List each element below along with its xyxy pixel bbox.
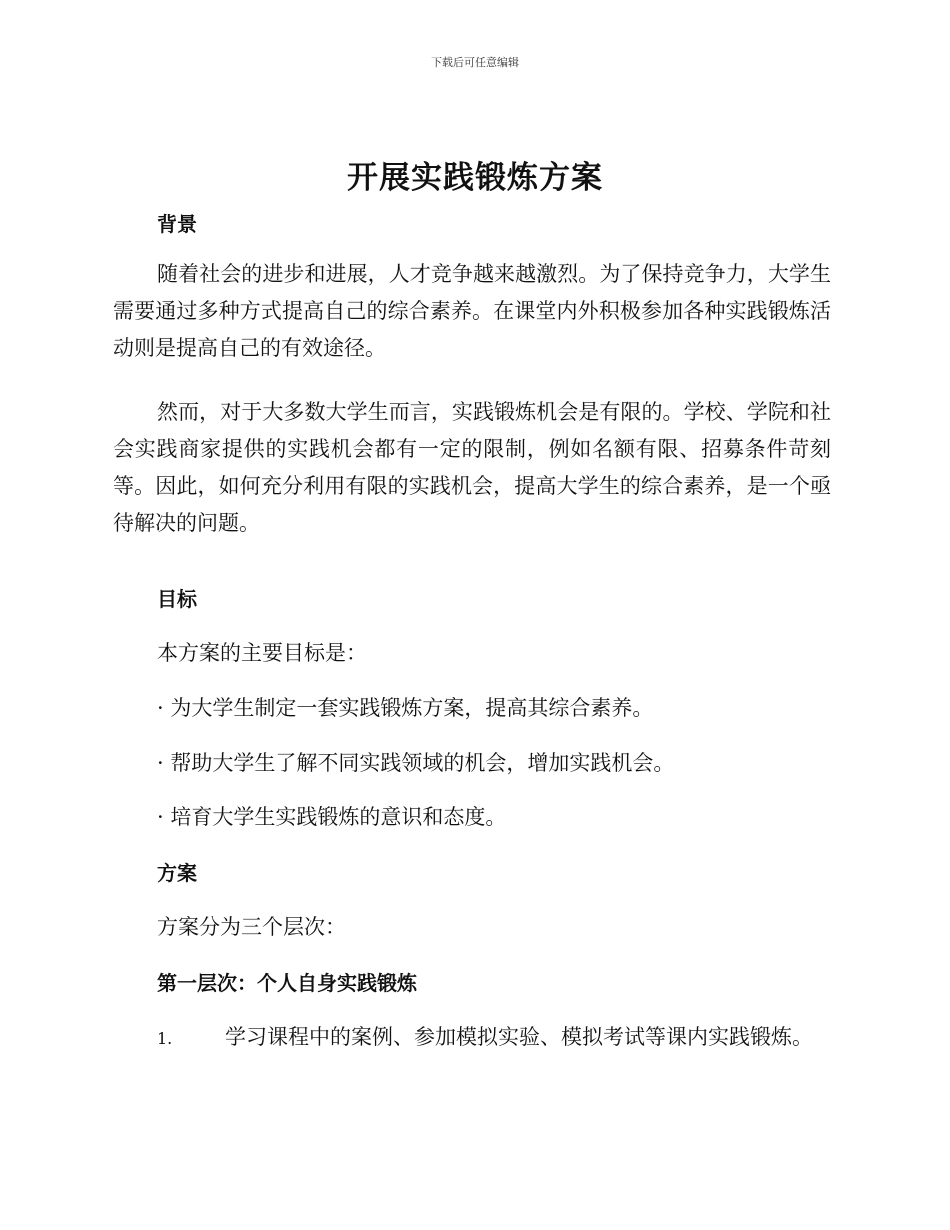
- goals-list-item: · 为大学生制定一套实践锻炼方案，提高其综合素养。: [157, 696, 654, 720]
- plan-intro: 方案分为三个层次：: [157, 915, 346, 939]
- section-heading-background: 背景: [157, 212, 197, 236]
- header-note: 下载后可任意编辑: [431, 56, 519, 69]
- section-heading-goals: 目标: [157, 587, 197, 611]
- goals-list-item: · 培育大学生实践锻炼的意识和态度。: [157, 805, 507, 829]
- subsection-heading-level1: 第一层次：个人自身实践锻炼: [157, 971, 417, 995]
- background-paragraph-2: 然而，对于大多数大学生而言，实践锻炼机会是有限的。学校、学院和社会实践商家提供的实践机会都有一定的限制，例如名额有限、招募条件苛刻等。因此，如何充分利用有限的实践机会，提高大学生的综合素养，是一个亟待解决的问题。: [113, 400, 831, 535]
- background-paragraph-1: 随着社会的进步和进展，人才竞争越来越激烈。为了保持竞争力，大学生需要通过多种方式提高自己的综合素养。在课堂内外积极参加各种实践锻炼活动则是提高自己的有效途径。: [113, 262, 831, 360]
- list-item-text: 学习课程中的案例、参加模拟实验、模拟考试等课内实践锻炼。: [225, 1025, 813, 1049]
- goals-intro: 本方案的主要目标是：: [157, 641, 367, 665]
- section-heading-plan: 方案: [157, 861, 197, 885]
- numbered-list-item: [157, 1021, 813, 1051]
- page-title: 开展实践锻炼方案: [347, 160, 603, 196]
- goals-list-item: · 帮助大学生了解不同实践领域的机会，增加实践机会。: [157, 751, 675, 775]
- list-item-number: 1.: [157, 1029, 173, 1048]
